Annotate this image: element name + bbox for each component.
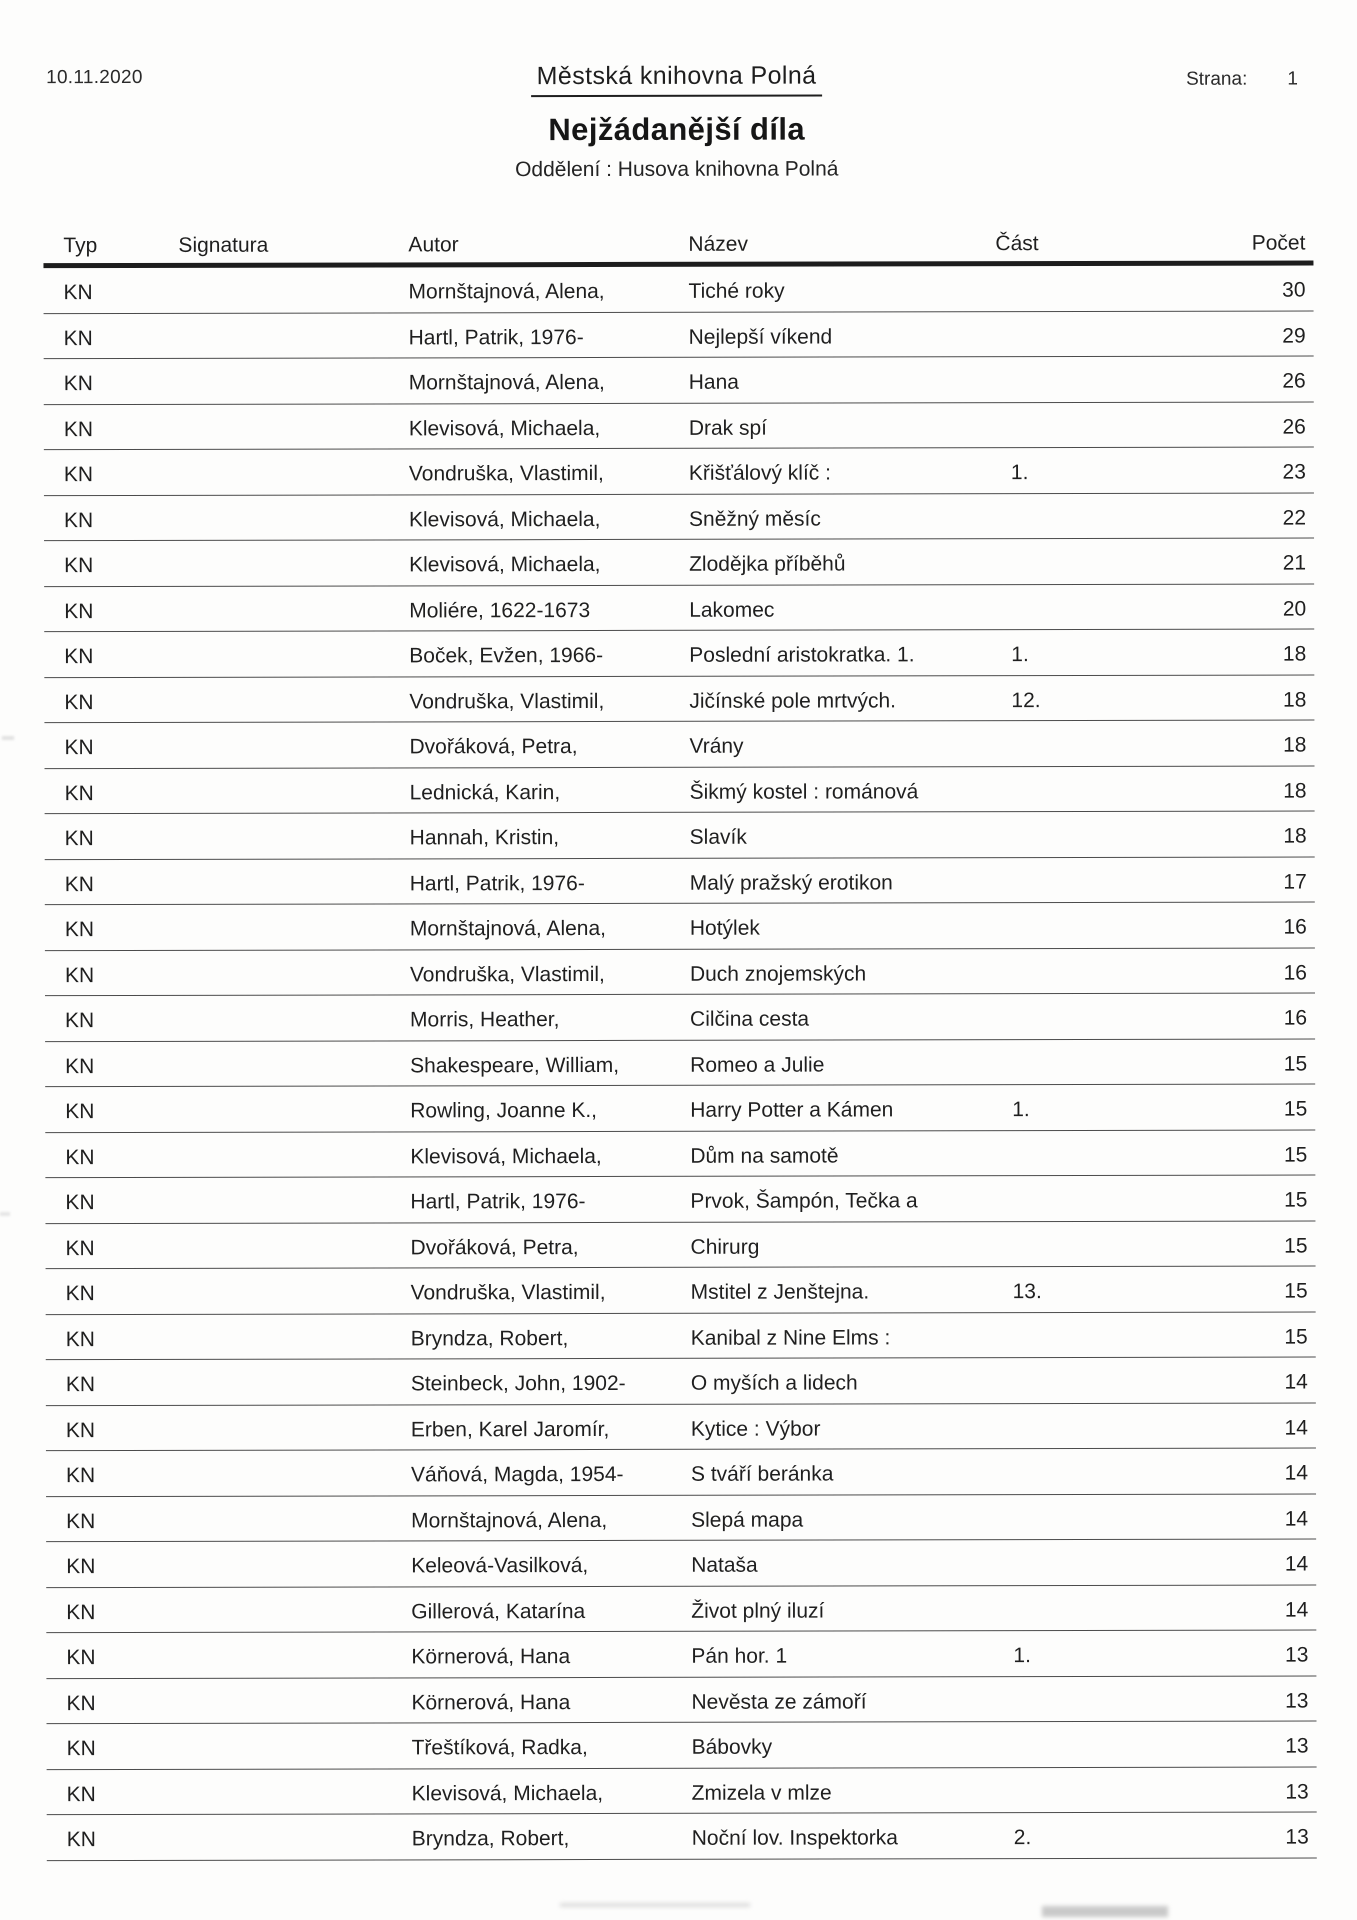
cell-autor: Morris, Heather, [410,1008,560,1032]
table-row [44,630,1314,678]
cell-cast: 12. [1011,688,1041,712]
page-indicator [1186,69,1298,91]
cell-pocet: 20 [1282,597,1307,621]
cell-typ: KN [64,645,94,669]
report-date: 10.11.2020 [46,66,143,89]
cell-cast: 13. [1012,1280,1042,1304]
table-row [46,1267,1316,1315]
cell-nazev: Nejlepší víkend [688,325,833,349]
cell-autor: Boček, Evžen, 1966- [409,643,604,668]
report-subtitle: Oddělení : Husova knihovna Polná [515,157,839,182]
cell-nazev: Kanibal z Nine Elms : [690,1325,891,1350]
table-body [43,266,1316,1861]
table-row [45,948,1315,996]
cell-pocet: 30 [1282,278,1306,302]
cell-cast: 1. [1012,1098,1030,1122]
cell-nazev: Cilčina cesta [690,1007,810,1031]
cell-typ: KN [65,1418,96,1442]
cell-nazev: Chirurg [690,1235,760,1259]
cell-pocet: 14 [1284,1461,1309,1485]
table-row [46,1540,1316,1588]
cell-autor: Klevisová, Michaela, [411,1781,604,1805]
cell-pocet: 13 [1285,1825,1309,1849]
cell-typ: KN [66,1828,96,1852]
cell-pocet: 15 [1284,1188,1308,1212]
table-row [46,1676,1316,1724]
cell-autor: Hartl, Patrik, 1976- [410,1190,586,1214]
cell-pocet: 18 [1283,733,1307,757]
cell-pocet: 14 [1284,1416,1308,1440]
table-row [44,493,1314,541]
cell-autor: Moliére, 1622-1673 [409,598,591,622]
cell-nazev: Sněžný měsíc [688,507,821,531]
cell-nazev: Kytice : Výbor [690,1417,821,1441]
table-row [44,721,1314,769]
cell-nazev: Harry Potter a Kámen [690,1098,894,1122]
cell-nazev: Šikmý kostel : románová [689,779,919,804]
cell-pocet: 18 [1283,824,1307,848]
cell-typ: KN [66,1737,96,1761]
cell-autor: Hartl, Patrik, 1976- [409,871,585,895]
cell-nazev: Nataša [691,1553,758,1577]
table-row [45,1221,1315,1269]
column-header-pocet: Počet [1251,231,1306,255]
cell-pocet: 15 [1284,1234,1308,1258]
table-row [47,1722,1317,1770]
cell-pocet: 13 [1285,1780,1309,1804]
cell-nazev: Slepá mapa [691,1508,804,1532]
table-row [46,1585,1316,1633]
table-row [46,1312,1316,1360]
cell-typ: KN [65,1054,95,1078]
cell-pocet: 26 [1282,369,1306,393]
cell-typ: KN [65,1373,96,1397]
cell-autor: Hartl, Patrik, 1976- [408,325,584,349]
cell-pocet: 13 [1285,1689,1309,1713]
cell-cast: 1. [1013,1644,1031,1668]
cell-typ: KN [64,599,94,623]
cell-typ: KN [65,1191,95,1215]
table-row [46,1449,1316,1497]
cell-typ: KN [66,1782,96,1806]
cell-pocet: 14 [1284,1598,1309,1622]
cell-autor: Váňová, Magda, 1954- [410,1462,624,1487]
cell-autor: Erben, Karel Jaromír, [410,1417,610,1441]
table-row [47,1813,1317,1861]
column-header-cast: Část [995,232,1039,256]
cell-nazev: Hotýlek [689,916,760,940]
table-row [44,311,1314,359]
cell-typ: KN [64,963,95,987]
cell-autor: Dvořáková, Petra, [409,735,578,759]
cell-nazev: Noční lov. Inspektorka [691,1826,898,1850]
cell-pocet: 15 [1283,1143,1308,1167]
cell-nazev: Prvok, Šampón, Tečka a [690,1189,918,1213]
cell-typ: KN [65,1009,95,1033]
cell-nazev: Pán hor. 1 [691,1644,788,1668]
cell-typ: KN [64,827,94,851]
cell-autor: Hannah, Kristin, [409,826,560,850]
table-row [45,903,1315,951]
table-row [44,357,1314,405]
cell-autor: Mornštajnová, Alena, [408,370,605,395]
table-row [44,448,1314,496]
table-row [45,1176,1315,1224]
cell-typ: KN [64,690,94,714]
cell-typ: KN [63,417,94,441]
cell-autor: Klevisová, Michaela, [410,1144,602,1168]
cell-autor: Körnerová, Hana [411,1645,571,1669]
table-row [47,1767,1317,1815]
cell-pocet: 26 [1282,415,1306,439]
cell-pocet: 17 [1283,870,1307,894]
cell-autor: Rowling, Joanne K., [410,1099,598,1123]
table-row [45,1130,1315,1178]
table-row [44,402,1314,450]
page-label: Strana: [1186,68,1248,90]
cell-typ: KN [63,281,93,305]
cell-nazev: Duch znojemských [689,961,867,986]
cell-pocet: 29 [1282,324,1306,348]
cell-nazev: Život plný iluzí [691,1599,825,1623]
cell-nazev: Slavík [689,825,747,849]
cell-nazev: Zmizela v mlze [691,1781,832,1805]
cell-pocet: 16 [1283,1006,1308,1030]
cell-typ: KN [64,918,95,942]
column-header-signatura: Signatura [178,233,269,257]
cell-autor: Vondruška, Vlastimil, [410,1280,606,1305]
cell-nazev: S tváří beránka [690,1462,834,1486]
cell-nazev: Křišťálový klíč : [688,461,831,485]
cell-typ: KN [64,872,94,896]
cell-pocet: 21 [1282,551,1307,575]
cell-nazev: Mstitel z Jenštejna. [690,1280,870,1304]
table-row [45,1085,1315,1133]
cell-typ: KN [65,1464,96,1488]
cell-autor: Mornštajnová, Alena, [409,916,606,941]
cell-nazev: Dům na samotě [690,1144,839,1168]
cell-cast: 1. [1011,643,1029,667]
cell-typ: KN [66,1600,96,1624]
cell-autor: Klevisová, Michaela, [409,552,601,577]
column-header-autor: Autor [408,233,459,257]
column-header-typ: Typ [63,234,98,258]
table-row [46,1358,1316,1406]
table-row [44,539,1314,587]
cell-nazev: Nevěsta ze zámoří [691,1689,867,1714]
cell-pocet: 16 [1283,961,1307,985]
cell-typ: KN [65,1282,95,1306]
cell-pocet: 13 [1285,1734,1309,1758]
cell-typ: KN [64,781,94,805]
table-row [44,584,1314,632]
cell-nazev: Jičínské pole mrtvých. [689,688,896,713]
cell-typ: KN [66,1646,96,1670]
cell-typ: KN [64,736,94,760]
cell-typ: KN [65,1327,95,1351]
cell-typ: KN [66,1509,96,1533]
cell-nazev: Zlodějka příběhů [689,552,846,576]
column-header-nazev: Název [688,232,748,256]
cell-pocet: 15 [1283,1097,1308,1121]
cell-typ: KN [63,463,94,487]
table-header-row [43,229,1313,269]
cell-typ: KN [65,1145,95,1169]
cell-pocet: 14 [1284,1552,1309,1576]
cell-typ: KN [65,1236,95,1260]
cell-nazev: Bábovky [691,1735,773,1759]
cell-autor: Vondruška, Vlastimil, [408,461,604,486]
library-header-wrap [0,60,1355,98]
cell-pocet: 18 [1282,642,1307,666]
cell-pocet: 15 [1284,1279,1308,1303]
cell-autor: Vondruška, Vlastimil, [409,689,605,713]
cell-autor: Körnerová, Hana [411,1690,571,1714]
cell-nazev: Lakomec [689,598,775,622]
table-row [45,812,1315,860]
cell-cast: 1. [1010,461,1029,485]
cell-pocet: 22 [1282,506,1307,530]
table-row [45,1039,1315,1087]
cell-autor: Dvořáková, Petra, [410,1235,579,1259]
report-title: Nejžádanější díla [548,111,806,148]
cell-autor: Steinbeck, John, 1902- [410,1371,626,1396]
cell-nazev: Malý pražský erotikon [689,870,893,895]
cell-typ: KN [66,1555,96,1579]
cell-autor: Keleová-Vasilková, [411,1554,589,1578]
cell-typ: KN [65,1100,95,1124]
cell-cast: 2. [1013,1826,1032,1850]
cell-pocet: 13 [1284,1643,1309,1667]
cell-typ: KN [63,326,93,350]
table-row [45,857,1315,905]
cell-autor: Bryndza, Robert, [410,1326,569,1350]
cell-nazev: O myších a lidech [690,1371,858,1395]
cell-nazev: Tiché roky [688,279,785,303]
cell-typ: KN [63,372,93,396]
table-row [43,266,1313,314]
cell-nazev: Drak spí [688,416,768,440]
table-row [46,1494,1316,1542]
cell-pocet: 15 [1284,1325,1308,1349]
cell-autor: Klevisová, Michaela, [408,507,601,531]
table-row [45,994,1315,1042]
library-name: Městská knihovna Polná [531,62,823,98]
cell-typ: KN [66,1691,96,1715]
cell-autor: Lednická, Karin, [409,780,561,804]
cell-pocet: 14 [1284,1507,1309,1531]
cell-nazev: Vrány [689,734,744,758]
table-row [44,675,1314,723]
cell-autor: Vondruška, Vlastimil, [409,962,605,986]
cell-pocet: 14 [1284,1370,1308,1394]
cell-pocet: 23 [1282,460,1306,484]
cell-nazev: Hana [688,370,739,394]
cell-autor: Třeštíková, Radka, [411,1736,588,1760]
cell-typ: KN [64,554,94,578]
cell-autor: Shakespeare, William, [410,1053,620,1077]
cell-autor: Mornštajnová, Alena, [408,279,605,304]
cell-pocet: 18 [1282,688,1307,712]
cell-autor: Klevisová, Michaela, [408,416,601,440]
cell-autor: Mornštajnová, Alena, [411,1508,608,1532]
table-row [46,1403,1316,1451]
cell-typ: KN [63,508,94,532]
cell-pocet: 15 [1283,1052,1308,1076]
works-table [43,229,1316,1861]
cell-nazev: Romeo a Julie [690,1053,825,1077]
table-row [46,1631,1316,1679]
cell-pocet: 18 [1283,779,1307,803]
table-row [45,766,1315,814]
cell-nazev: Poslední aristokratka. 1. [689,643,915,667]
cell-autor: Gillerová, Katarína [411,1599,586,1623]
cell-autor: Bryndza, Robert, [411,1827,570,1851]
page-number: 1 [1287,68,1298,90]
cell-pocet: 16 [1283,915,1307,939]
